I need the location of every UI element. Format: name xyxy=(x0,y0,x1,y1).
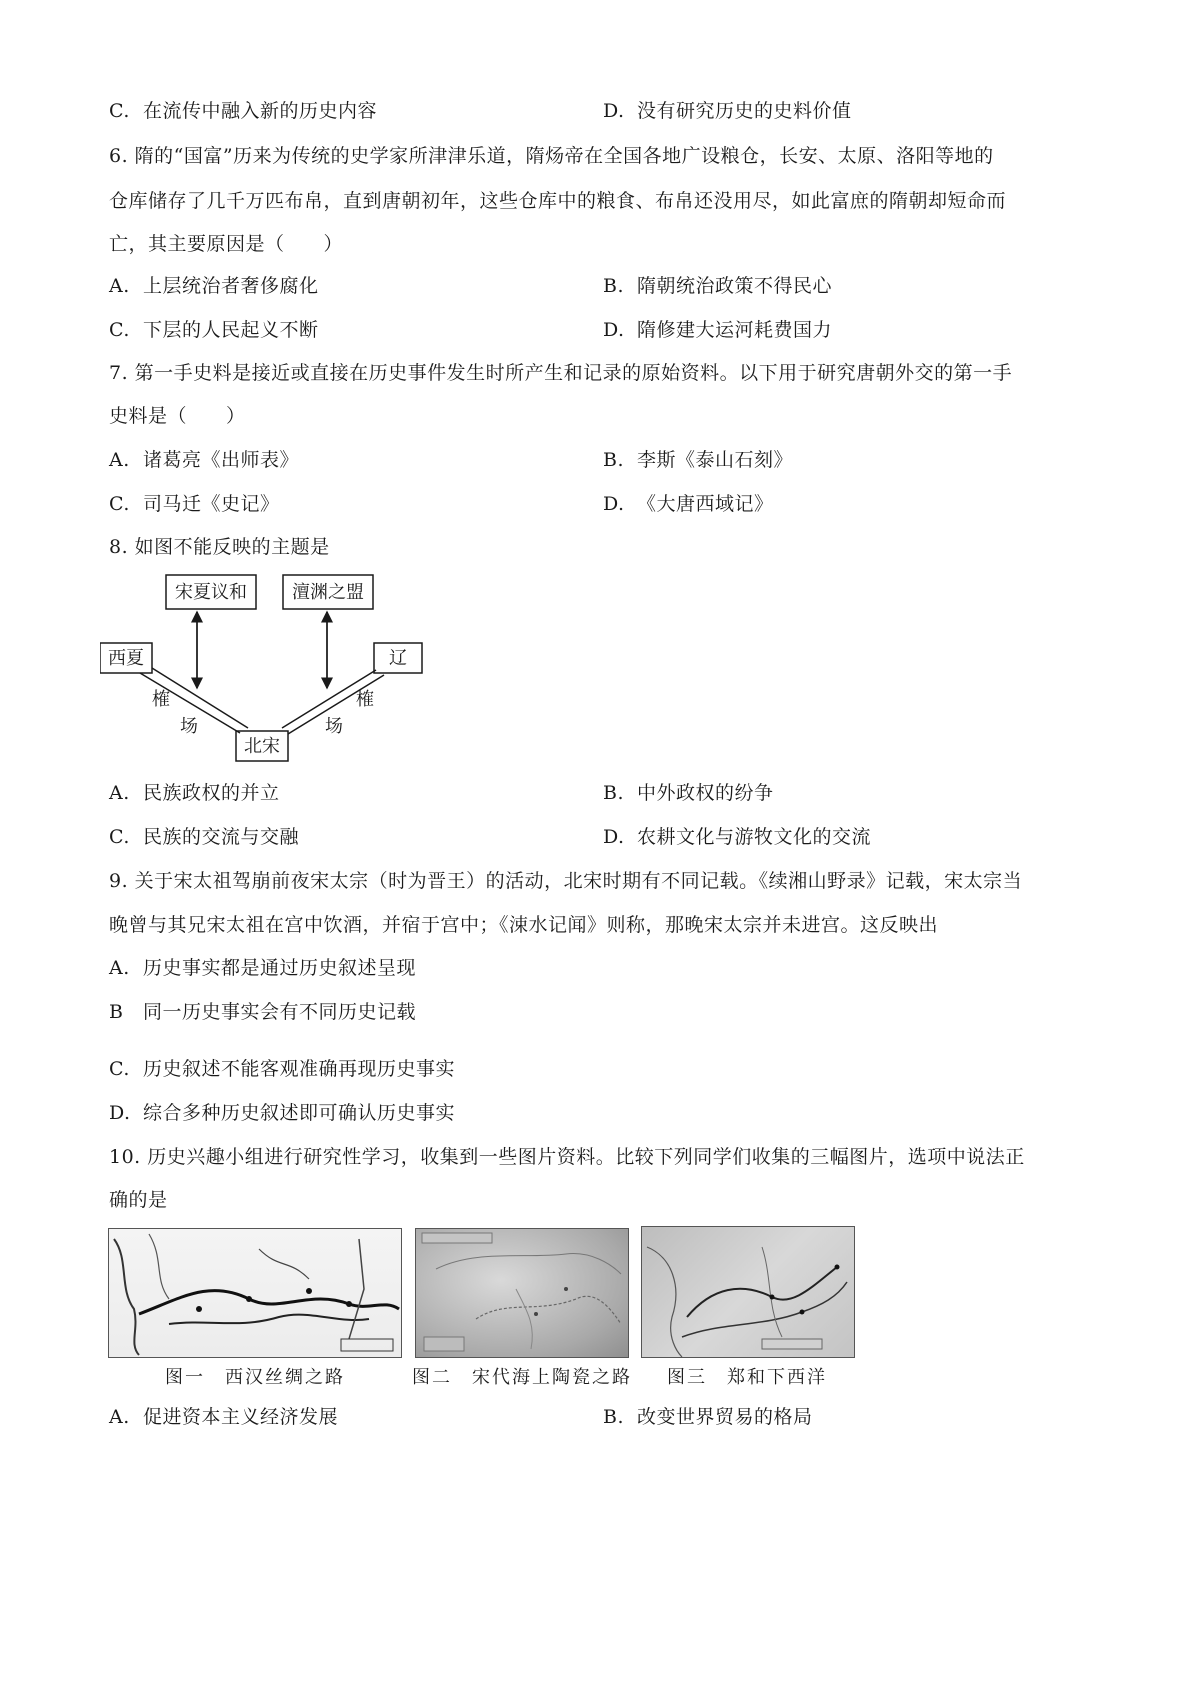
option-key: C. xyxy=(109,319,130,341)
option-text: 同一历史事实会有不同历史记载 xyxy=(143,1001,417,1023)
option-key: C. xyxy=(109,1058,130,1080)
box-chanyuan-treaty xyxy=(283,575,373,609)
q7-option-a[interactable] xyxy=(109,445,299,472)
map-silk-road xyxy=(108,1228,402,1358)
map-maritime-porcelain-road xyxy=(415,1228,629,1358)
option-text: 综合多种历史叙述即可确认历史事实 xyxy=(143,1102,456,1124)
option-key: B. xyxy=(603,275,625,297)
q5-option-d[interactable] xyxy=(603,96,852,123)
option-key: A. xyxy=(109,957,130,979)
q8-stem: 8. 如图不能反映的主题是 xyxy=(109,536,330,558)
option-text: 改变世界贸易的格局 xyxy=(637,1406,813,1428)
q7-option-c[interactable] xyxy=(109,489,280,516)
option-text: 在流传中融入新的历史内容 xyxy=(143,100,378,122)
option-key: D. xyxy=(603,319,625,341)
q6-stem-line-1: 6. 隋的“国富”历来为传统的史学家所津津乐道，隋炀帝在全国各地广设粮仓，长安、太原、洛阳等地的 xyxy=(109,145,994,167)
q7-stem-line-2: 史料是（ ） xyxy=(109,405,246,427)
q8-relation-diagram xyxy=(100,570,470,770)
option-text: 诸葛亮《出师表》 xyxy=(143,449,300,471)
q10-stem-line-1: 10. 历史兴趣小组进行研究性学习，收集到一些图片资料。比较下列同学们收集的三幅图片，选项中说法正 xyxy=(109,1146,1025,1168)
box-beisong xyxy=(236,731,288,761)
v-connector-lines xyxy=(140,668,384,734)
option-text: 隋朝统治政策不得民心 xyxy=(637,275,833,297)
option-text: 司马迁《史记》 xyxy=(143,493,280,515)
q6-stem-line-2: 仓库储存了几千万匹布帛，直到唐朝初年，这些仓库中的粮食、布帛还没用尽，如此富庶的隋朝却短命而 xyxy=(109,190,1007,212)
q10-option-a[interactable] xyxy=(109,1402,338,1429)
option-text: 中外政权的纷争 xyxy=(637,782,774,804)
right-label-que: 榷 xyxy=(356,689,374,710)
map-zheng-he-voyages xyxy=(641,1226,855,1358)
option-text: 隋修建大运河耗费国力 xyxy=(637,319,833,341)
option-key: C. xyxy=(109,493,130,515)
option-text: 历史叙述不能客观准确再现历史事实 xyxy=(143,1058,456,1080)
option-key: A. xyxy=(109,275,130,297)
q8-option-c[interactable] xyxy=(109,822,299,849)
map-zheng-he-drawing xyxy=(642,1227,854,1357)
caption-figure-1: 图一 西汉丝绸之路 xyxy=(165,1367,345,1388)
map-porcelain-drawing xyxy=(416,1229,628,1357)
q8-option-d[interactable] xyxy=(603,822,871,849)
q7-option-d[interactable] xyxy=(603,489,774,516)
option-text: 李斯《泰山石刻》 xyxy=(637,449,794,471)
box-liao xyxy=(374,643,422,673)
box-liao-label: 辽 xyxy=(389,648,407,669)
option-key: A. xyxy=(109,1406,130,1428)
option-text: 民族的交流与交融 xyxy=(143,826,300,848)
left-label-que: 榷 xyxy=(152,689,170,710)
q6-option-b[interactable] xyxy=(603,271,832,298)
option-key: B. xyxy=(603,449,625,471)
q9-stem-line-1: 9. 关于宋太祖驾崩前夜宋太宗（时为晋王）的活动，北宋时期有不同记载。《续湘山野录》记载，宋太宗当 xyxy=(109,870,1023,892)
q8-option-b[interactable] xyxy=(603,778,774,805)
option-text: 上层统治者奢侈腐化 xyxy=(143,275,319,297)
box-beisong-label: 北宋 xyxy=(244,736,280,757)
option-key: A. xyxy=(109,782,130,804)
option-key: B. xyxy=(603,1406,625,1428)
option-key: A. xyxy=(109,449,130,471)
box-song-xia-peace xyxy=(166,575,256,609)
box-chanyuan-label: 澶渊之盟 xyxy=(292,582,364,603)
option-text: 促进资本主义经济发展 xyxy=(143,1406,339,1428)
box-xixia xyxy=(100,643,152,673)
q6-option-d[interactable] xyxy=(603,315,832,342)
q9-option-a[interactable] xyxy=(109,953,416,980)
option-key: B xyxy=(109,1001,124,1023)
option-text: 农耕文化与游牧文化的交流 xyxy=(637,826,872,848)
map-silk-road-drawing xyxy=(109,1229,401,1357)
option-key: D. xyxy=(109,1102,131,1124)
option-text: 没有研究历史的史料价值 xyxy=(637,100,852,122)
q9-option-c[interactable] xyxy=(109,1054,455,1081)
q9-option-b[interactable] xyxy=(109,997,416,1024)
left-label-chang: 场 xyxy=(180,716,198,737)
q9-option-d[interactable] xyxy=(109,1098,455,1125)
right-label-chang: 场 xyxy=(325,716,343,737)
option-text: 《大唐西域记》 xyxy=(637,493,774,515)
box-xixia-label: 西夏 xyxy=(108,648,144,669)
option-key: D. xyxy=(603,493,625,515)
q6-option-c[interactable] xyxy=(109,315,319,342)
option-text: 民族政权的并立 xyxy=(143,782,280,804)
option-text: 下层的人民起义不断 xyxy=(143,319,319,341)
q7-stem-line-1: 7. 第一手史料是接近或直接在历史事件发生时所产生和记录的原始资料。以下用于研究唐朝外交的第一手 xyxy=(109,362,1013,384)
option-key: C. xyxy=(109,826,130,848)
box-song-xia-label: 宋夏议和 xyxy=(175,582,247,603)
double-arrows xyxy=(197,612,327,688)
q7-option-b[interactable] xyxy=(603,445,793,472)
q6-stem-line-3: 亡，其主要原因是（ ） xyxy=(109,233,344,255)
caption-figure-3: 图三 郑和下西洋 xyxy=(667,1367,827,1388)
q9-stem-line-2: 晚曾与其兄宋太祖在宫中饮酒，并宿于宫中；《涑水记闻》则称，那晚宋太宗并未进宫。这反映出 xyxy=(109,914,939,936)
q8-option-a[interactable] xyxy=(109,778,280,805)
option-key: C. xyxy=(109,100,130,122)
caption-figure-2: 图二 宋代海上陶瓷之路 xyxy=(412,1367,632,1388)
option-key: B. xyxy=(603,782,625,804)
q6-option-a[interactable] xyxy=(109,271,319,298)
option-key: D. xyxy=(603,826,625,848)
q10-stem-line-2: 确的是 xyxy=(109,1189,168,1211)
q5-option-c[interactable] xyxy=(109,96,377,123)
q10-option-b[interactable] xyxy=(603,1402,813,1429)
option-text: 历史事实都是通过历史叙述呈现 xyxy=(143,957,417,979)
option-key: D. xyxy=(603,100,625,122)
